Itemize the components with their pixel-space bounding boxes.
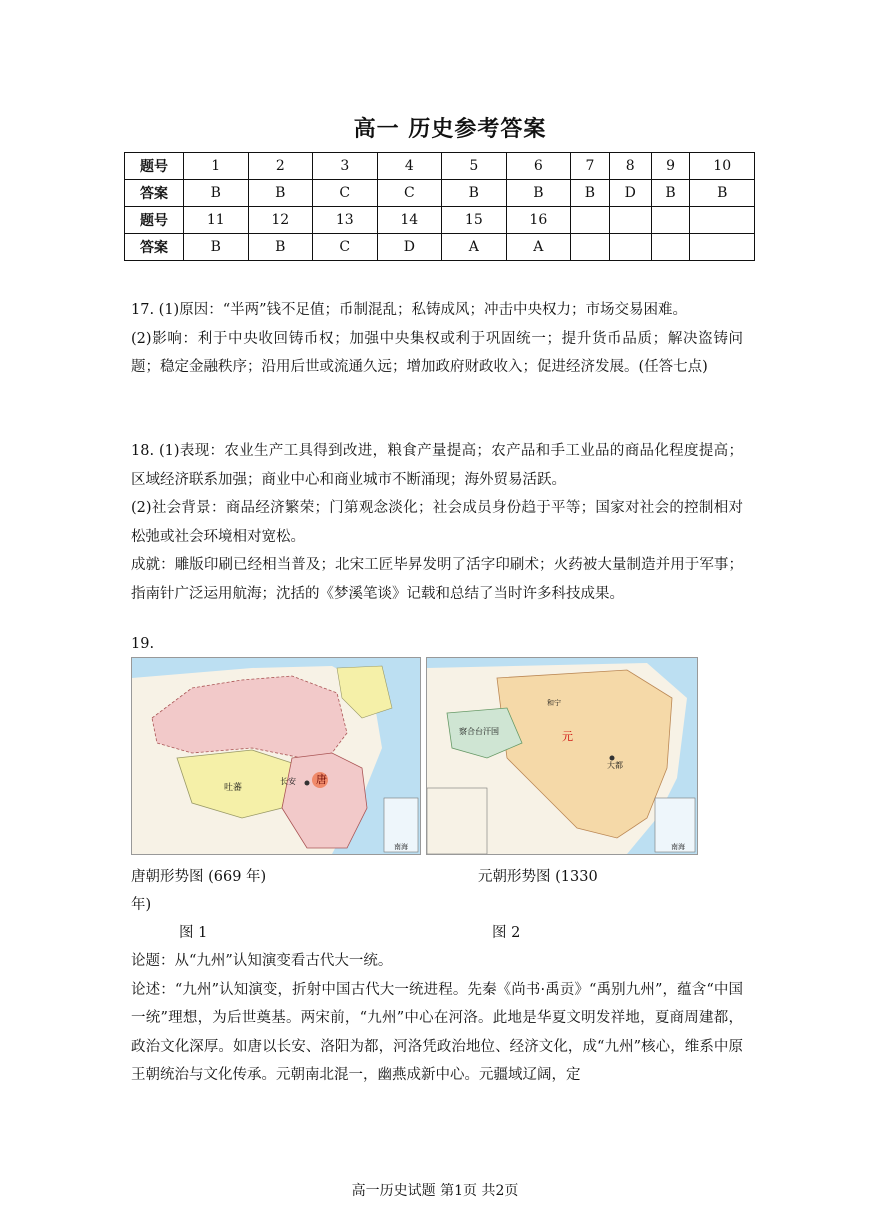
table-cell: 7 (571, 153, 610, 180)
table-cell (571, 207, 610, 234)
yuan-label: 元 (562, 730, 573, 743)
table-cell: B (690, 180, 755, 207)
table-cell: 16 (506, 207, 571, 234)
tang-map (131, 657, 421, 855)
tubo-label: 吐蕃 (224, 783, 243, 793)
table-cell: 1 (184, 153, 249, 180)
table-row (125, 207, 755, 234)
table-cell: B (184, 234, 249, 261)
table-cell: 15 (442, 207, 507, 234)
table-cell: 8 (609, 153, 651, 180)
table-cell (651, 234, 690, 261)
q18-part2: (2)社会背景：商品经济繁荣；门第观念淡化；社会成员身份趋于平等；国家对社会的控制相对松弛或社会环境相对宽松。 (131, 500, 743, 545)
table-cell: B (248, 234, 313, 261)
changan-label: 长安 (280, 777, 296, 786)
table-cell: 11 (184, 207, 249, 234)
table-cell: A (442, 234, 507, 261)
table-cell: 9 (651, 153, 690, 180)
chagatai-label: 察合台汗国 (459, 727, 499, 736)
page-title: 高一 历史参考答案 (353, 117, 547, 142)
table-cell: B (442, 180, 507, 207)
table-cell: B (184, 180, 249, 207)
yuan-map (426, 657, 698, 855)
map2-caption-cont: 年) (131, 897, 152, 913)
table-cell: 12 (248, 207, 313, 234)
table-cell: 5 (442, 153, 507, 180)
table-cell: B (248, 180, 313, 207)
table-cell: 13 (313, 207, 378, 234)
table-cell: 2 (248, 153, 313, 180)
q18-part1: 18. (1)表现：农业生产工具得到改进，粮食产量提高；农产品和手工业品的商品化程度提高；区域经济联系加强；商业中心和商业城市不断涌现；海外贸易活跃。 (131, 443, 743, 488)
table-cell: B (571, 180, 610, 207)
dadu-label: 大都 (607, 761, 623, 770)
question-19-answer (131, 947, 743, 1090)
yuan-nanhai-label: 南海 (671, 843, 685, 851)
table-row (125, 234, 755, 261)
tang-label: 唐 (316, 773, 327, 786)
table-header-cell: 题号 (125, 207, 184, 234)
table-cell: D (609, 180, 651, 207)
table-header-cell: 答案 (125, 234, 184, 261)
table-cell: 4 (377, 153, 442, 180)
table-cell: A (506, 234, 571, 261)
table-cell (571, 234, 610, 261)
q18-achievements: 成就：雕版印刷已经相当普及；北宋工匠毕昇发明了活字印刷术；火药被大量制造并用于军事；指南针广泛运用航海；沈括的《梦溪笔谈》记载和总结了当时许多科技成果。 (131, 557, 743, 602)
answer-table (124, 152, 755, 261)
table-cell (690, 207, 755, 234)
question-17-answer (131, 296, 743, 382)
table-cell: 14 (377, 207, 442, 234)
table-cell: B (506, 180, 571, 207)
q19-argument: 论述：“九州”认知演变，折射中国古代大一统进程。先秦《尚书·禹贡》“禹别九州”，蕴含“中国一统”理想，为后世奠基。两宋前，“九州”中心在河洛。此地是华夏文明发祥地，夏商周建都，政治文化深厚。如唐以长安、洛阳为都，河洛凭政治地位、经济文化，成“九州”核心，维系中原王朝统治与文化传承。元朝南北混一，幽燕成新中心。元疆域辽阔，定 (131, 981, 743, 1083)
hening-label: 和宁 (547, 699, 561, 707)
table-cell: D (377, 234, 442, 261)
table-cell: C (313, 234, 378, 261)
table-cell (609, 207, 651, 234)
table-row (125, 153, 755, 180)
q19-thesis: 论题：从“九州”认知演变看古代大一统。 (131, 953, 393, 969)
q17-part1: 17. (1)原因：“半两”钱不足值；币制混乱；私铸成风；冲击中央权力；市场交易困难。 (131, 302, 688, 318)
q19-label: 19. (131, 636, 155, 652)
table-cell (651, 207, 690, 234)
table-cell (609, 234, 651, 261)
table-cell (690, 234, 755, 261)
figure-2-label: 图 2 (492, 925, 521, 941)
figure-1-label: 图 1 (179, 925, 208, 941)
table-header-cell: 题号 (125, 153, 184, 180)
page-footer: 高一历史试题 第1页 共2页 (351, 1183, 519, 1199)
question-18-answer (131, 437, 743, 608)
q17-part2: (2)影响：利于中央收回铸币权；加强中央集权或利于巩固统一；提升货币品质；解决盗铸问题；稳定金融秩序；沿用后世或流通久远；增加政府财政收入；促进经济发展。(任答七点) (131, 330, 743, 375)
table-cell: C (377, 180, 442, 207)
tang-nanhai-label: 南海 (394, 843, 408, 851)
table-cell: 6 (506, 153, 571, 180)
table-header-cell: 答案 (125, 180, 184, 207)
table-cell: B (651, 180, 690, 207)
table-row (125, 180, 755, 207)
table-cell: 10 (690, 153, 755, 180)
map2-caption: 元朝形势图 (1330 (478, 869, 598, 885)
table-cell: 3 (313, 153, 378, 180)
table-cell: C (313, 180, 378, 207)
map1-caption: 唐朝形势图 (669 年) (131, 869, 267, 885)
